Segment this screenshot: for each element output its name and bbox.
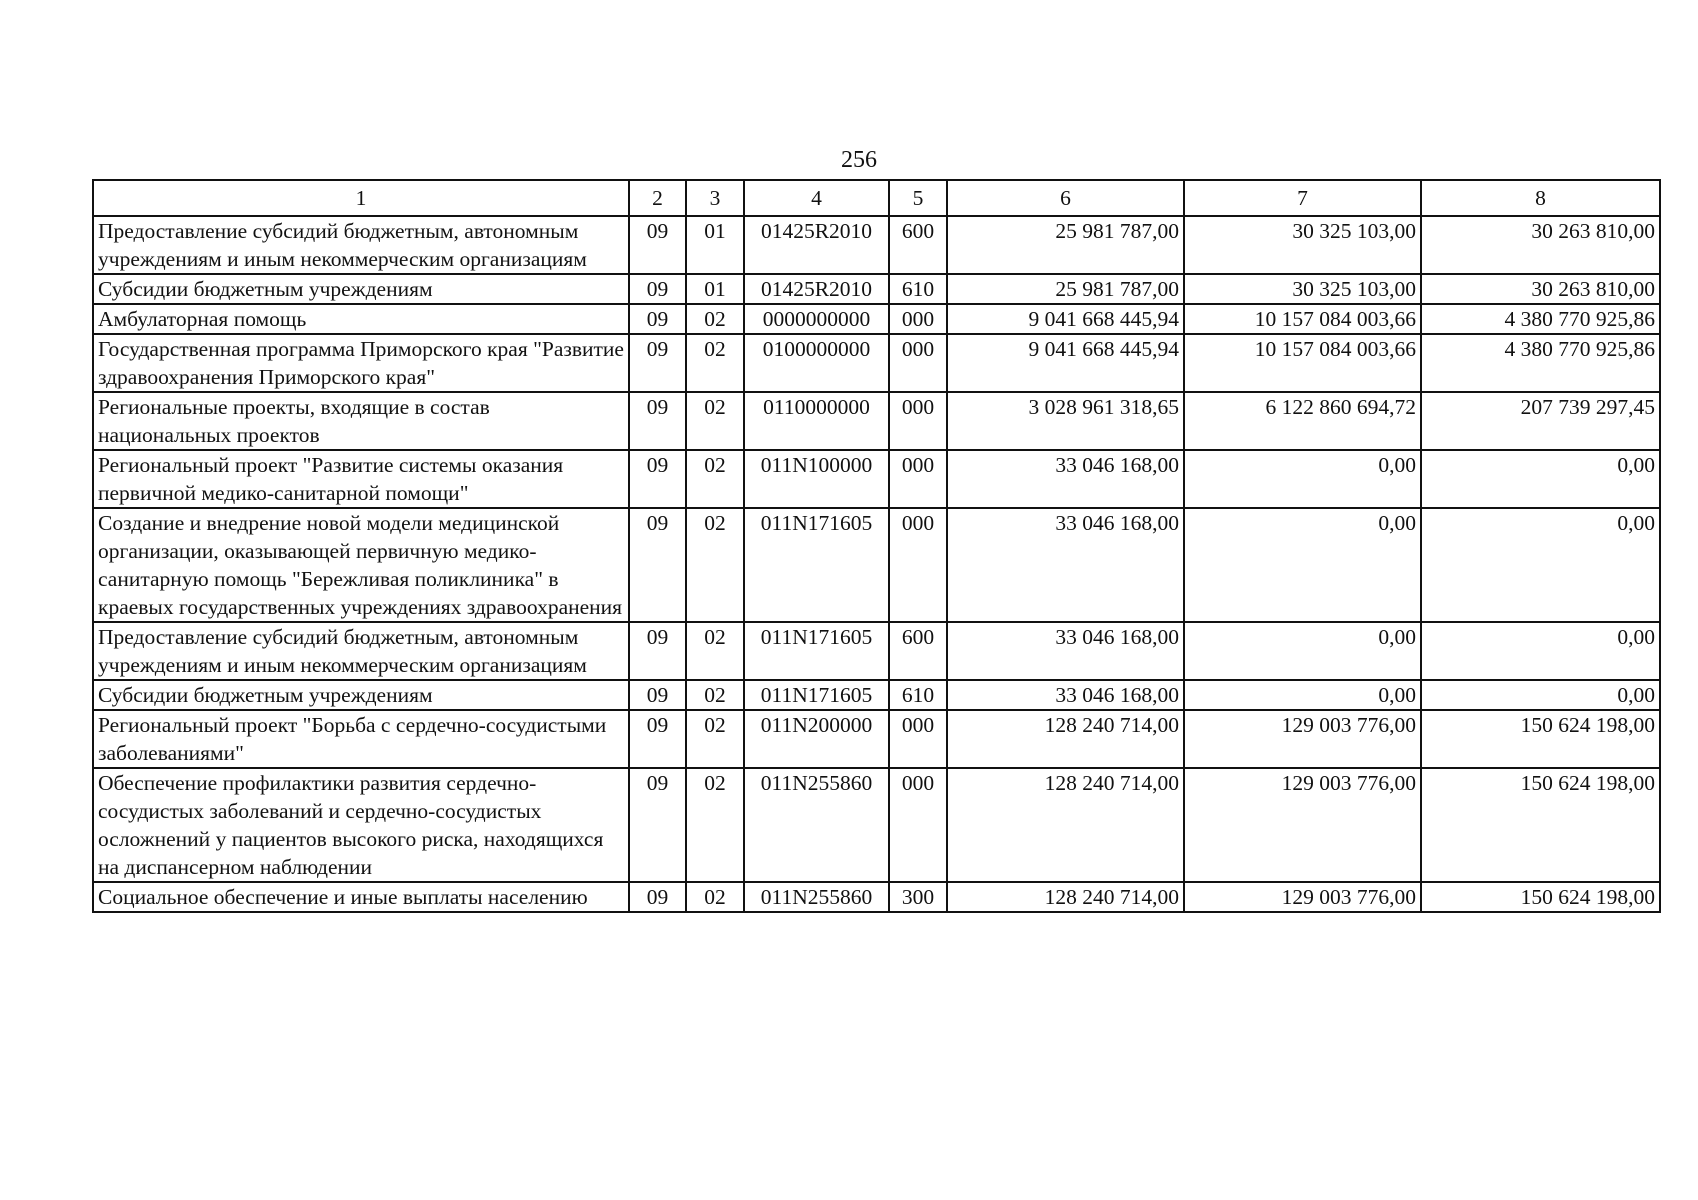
cell-expense-type: 000 bbox=[889, 450, 947, 508]
cell-section: 09 bbox=[629, 304, 686, 334]
cell-target-code: 01425R2010 bbox=[744, 274, 889, 304]
cell-target-code: 0110000000 bbox=[744, 392, 889, 450]
cell-subsection: 01 bbox=[686, 274, 744, 304]
cell-section: 09 bbox=[629, 450, 686, 508]
cell-amount-8: 0,00 bbox=[1421, 622, 1660, 680]
cell-amount-7: 0,00 bbox=[1184, 622, 1421, 680]
cell-subsection: 02 bbox=[686, 450, 744, 508]
cell-expense-type: 000 bbox=[889, 508, 947, 622]
row-name: Региональный проект "Развитие системы оказания первичной медико-санитарной помощи" bbox=[93, 450, 629, 508]
row-name: Обеспечение профилактики развития сердечно-сосудистых заболеваний и сердечно-сосудистых осложнений у пациентов высокого риска, находящихся на диспансерном наблюдении bbox=[93, 768, 629, 882]
cell-expense-type: 000 bbox=[889, 768, 947, 882]
table-row bbox=[93, 680, 1660, 710]
cell-amount-7: 0,00 bbox=[1184, 450, 1421, 508]
cell-amount-7: 10 157 084 003,66 bbox=[1184, 334, 1421, 392]
cell-amount-8: 4 380 770 925,86 bbox=[1421, 304, 1660, 334]
cell-amount-7: 6 122 860 694,72 bbox=[1184, 392, 1421, 450]
cell-amount-7: 30 325 103,00 bbox=[1184, 274, 1421, 304]
cell-subsection: 02 bbox=[686, 710, 744, 768]
row-name: Предоставление субсидий бюджетным, автономным учреждениям и иным некоммерческим организациям bbox=[93, 622, 629, 680]
cell-amount-8: 30 263 810,00 bbox=[1421, 274, 1660, 304]
cell-amount-6: 128 240 714,00 bbox=[947, 882, 1184, 912]
table-row bbox=[93, 274, 1660, 304]
cell-amount-6: 33 046 168,00 bbox=[947, 680, 1184, 710]
cell-expense-type: 610 bbox=[889, 680, 947, 710]
cell-amount-8: 207 739 297,45 bbox=[1421, 392, 1660, 450]
table-row bbox=[93, 882, 1660, 912]
cell-amount-6: 25 981 787,00 bbox=[947, 216, 1184, 274]
cell-target-code: 011N100000 bbox=[744, 450, 889, 508]
cell-subsection: 02 bbox=[686, 304, 744, 334]
cell-subsection: 02 bbox=[686, 508, 744, 622]
row-name: Социальное обеспечение и иные выплаты населению bbox=[93, 882, 629, 912]
row-name: Создание и внедрение новой модели медицинской организации, оказывающей первичную медико-санитарную помощь "Бережливая поликлиника" в краевых государственных учреждениях здравоохранения bbox=[93, 508, 629, 622]
cell-amount-8: 0,00 bbox=[1421, 680, 1660, 710]
cell-amount-6: 128 240 714,00 bbox=[947, 710, 1184, 768]
row-name: Региональный проект "Борьба с сердечно-сосудистыми заболеваниями" bbox=[93, 710, 629, 768]
cell-target-code: 01425R2010 bbox=[744, 216, 889, 274]
cell-section: 09 bbox=[629, 768, 686, 882]
cell-amount-8: 0,00 bbox=[1421, 450, 1660, 508]
cell-subsection: 02 bbox=[686, 768, 744, 882]
cell-expense-type: 000 bbox=[889, 304, 947, 334]
row-name: Амбулаторная помощь bbox=[93, 304, 629, 334]
cell-amount-8: 30 263 810,00 bbox=[1421, 216, 1660, 274]
row-name: Субсидии бюджетным учреждениям bbox=[93, 274, 629, 304]
row-name: Предоставление субсидий бюджетным, автономным учреждениям и иным некоммерческим организациям bbox=[93, 216, 629, 274]
cell-amount-6: 128 240 714,00 bbox=[947, 768, 1184, 882]
table-row bbox=[93, 216, 1660, 274]
column-header: 3 bbox=[686, 180, 744, 216]
cell-amount-6: 25 981 787,00 bbox=[947, 274, 1184, 304]
column-header: 5 bbox=[889, 180, 947, 216]
cell-subsection: 01 bbox=[686, 216, 744, 274]
table-row bbox=[93, 622, 1660, 680]
cell-amount-7: 30 325 103,00 bbox=[1184, 216, 1421, 274]
cell-amount-7: 0,00 bbox=[1184, 680, 1421, 710]
cell-amount-7: 10 157 084 003,66 bbox=[1184, 304, 1421, 334]
page-number: 256 bbox=[841, 147, 877, 173]
cell-amount-7: 129 003 776,00 bbox=[1184, 768, 1421, 882]
cell-amount-6: 33 046 168,00 bbox=[947, 450, 1184, 508]
cell-subsection: 02 bbox=[686, 882, 744, 912]
cell-subsection: 02 bbox=[686, 392, 744, 450]
cell-section: 09 bbox=[629, 274, 686, 304]
cell-amount-8: 150 624 198,00 bbox=[1421, 710, 1660, 768]
cell-amount-6: 3 028 961 318,65 bbox=[947, 392, 1184, 450]
cell-expense-type: 610 bbox=[889, 274, 947, 304]
table-row bbox=[93, 450, 1660, 508]
column-header: 4 bbox=[744, 180, 889, 216]
row-name: Региональные проекты, входящие в состав национальных проектов bbox=[93, 392, 629, 450]
cell-target-code: 011N255860 bbox=[744, 882, 889, 912]
header-row bbox=[93, 180, 1660, 216]
cell-expense-type: 000 bbox=[889, 392, 947, 450]
cell-amount-8: 4 380 770 925,86 bbox=[1421, 334, 1660, 392]
cell-amount-8: 150 624 198,00 bbox=[1421, 882, 1660, 912]
table-row bbox=[93, 508, 1660, 622]
cell-amount-7: 0,00 bbox=[1184, 508, 1421, 622]
cell-target-code: 0100000000 bbox=[744, 334, 889, 392]
cell-subsection: 02 bbox=[686, 622, 744, 680]
cell-amount-7: 129 003 776,00 bbox=[1184, 882, 1421, 912]
row-name: Государственная программа Приморского края "Развитие здравоохранения Приморского края" bbox=[93, 334, 629, 392]
row-name: Субсидии бюджетным учреждениям bbox=[93, 680, 629, 710]
cell-amount-8: 0,00 bbox=[1421, 508, 1660, 622]
table-row bbox=[93, 710, 1660, 768]
cell-expense-type: 300 bbox=[889, 882, 947, 912]
cell-section: 09 bbox=[629, 710, 686, 768]
column-header: 6 bbox=[947, 180, 1184, 216]
cell-subsection: 02 bbox=[686, 680, 744, 710]
column-header: 2 bbox=[629, 180, 686, 216]
cell-expense-type: 600 bbox=[889, 622, 947, 680]
cell-expense-type: 000 bbox=[889, 334, 947, 392]
cell-section: 09 bbox=[629, 392, 686, 450]
cell-subsection: 02 bbox=[686, 334, 744, 392]
budget-table bbox=[92, 179, 1661, 913]
cell-section: 09 bbox=[629, 216, 686, 274]
cell-section: 09 bbox=[629, 334, 686, 392]
cell-amount-6: 9 041 668 445,94 bbox=[947, 304, 1184, 334]
cell-target-code: 0000000000 bbox=[744, 304, 889, 334]
cell-amount-6: 33 046 168,00 bbox=[947, 508, 1184, 622]
cell-amount-6: 33 046 168,00 bbox=[947, 622, 1184, 680]
cell-expense-type: 000 bbox=[889, 710, 947, 768]
column-header: 8 bbox=[1421, 180, 1660, 216]
table-row bbox=[93, 768, 1660, 882]
cell-section: 09 bbox=[629, 508, 686, 622]
column-header: 7 bbox=[1184, 180, 1421, 216]
cell-expense-type: 600 bbox=[889, 216, 947, 274]
cell-amount-8: 150 624 198,00 bbox=[1421, 768, 1660, 882]
cell-target-code: 011N255860 bbox=[744, 768, 889, 882]
cell-amount-7: 129 003 776,00 bbox=[1184, 710, 1421, 768]
cell-target-code: 011N200000 bbox=[744, 710, 889, 768]
table-row bbox=[93, 392, 1660, 450]
table-row bbox=[93, 334, 1660, 392]
cell-amount-6: 9 041 668 445,94 bbox=[947, 334, 1184, 392]
cell-target-code: 011N171605 bbox=[744, 680, 889, 710]
cell-section: 09 bbox=[629, 680, 686, 710]
column-header: 1 bbox=[93, 180, 629, 216]
cell-target-code: 011N171605 bbox=[744, 508, 889, 622]
cell-section: 09 bbox=[629, 622, 686, 680]
cell-section: 09 bbox=[629, 882, 686, 912]
table-row bbox=[93, 304, 1660, 334]
cell-target-code: 011N171605 bbox=[744, 622, 889, 680]
